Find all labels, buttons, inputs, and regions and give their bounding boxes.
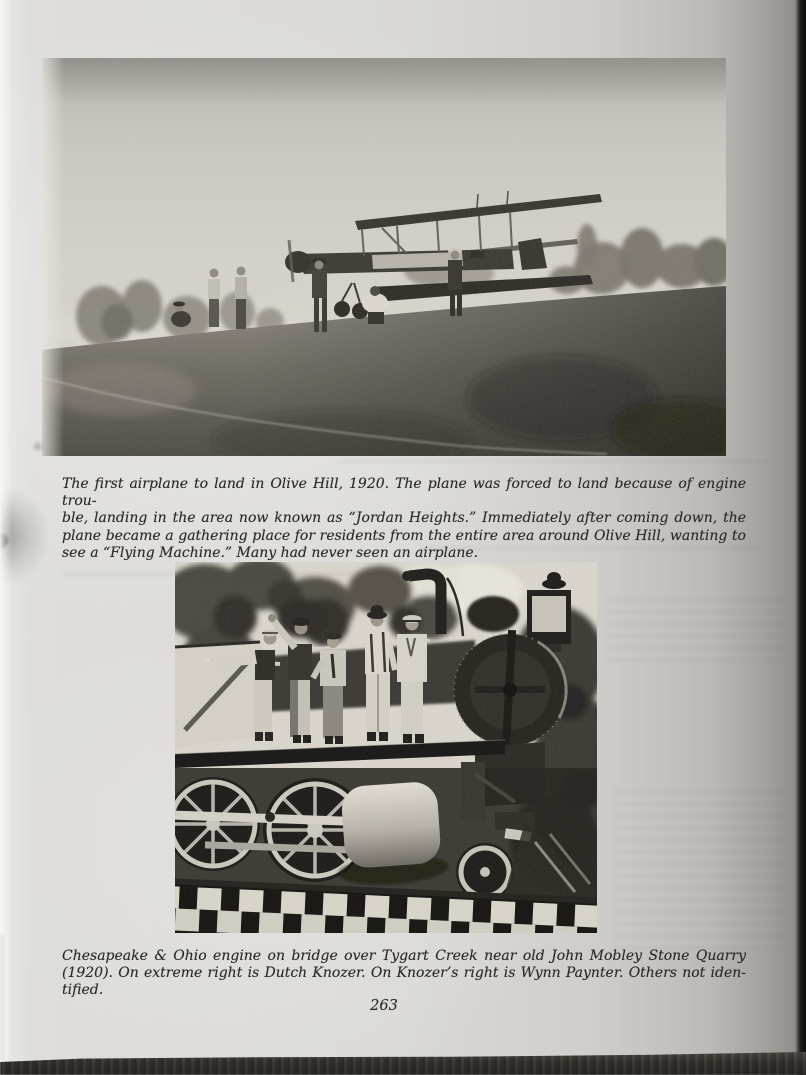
locomotive-photo: [175, 562, 597, 933]
show-through-smudge: [605, 598, 785, 662]
show-through-smudge: [420, 546, 760, 556]
table-surface-edge: [0, 1051, 806, 1075]
show-through-smudge: [62, 572, 422, 582]
show-through-smudge: [340, 459, 770, 470]
caption-line: plane became a gathering place for residents from the entire area around Olive Hill, wanting to: [62, 527, 746, 544]
caption-line: Chesapeake & Ohio engine on bridge over Tygart Creek near old John Mobley Stone Quarry: [62, 948, 746, 964]
show-through-smudge: [612, 790, 787, 955]
page-edge-highlight: [0, 0, 12, 1075]
scan-edge-right: [795, 0, 806, 1075]
locomotive-caption: [62, 948, 746, 1000]
caption-line: (1920). On extreme right is Dutch Knozer. On Knozer’s right is Wynn Paynter. Others not iden-: [62, 965, 746, 982]
caption-line: ble, landing in the area now known as “Jordan Heights.” Immediately after coming down, the: [62, 510, 746, 527]
caption-line: The first airplane to land in Olive Hill, 1920. The plane was forced to land because of engine trou-: [62, 476, 746, 510]
paper-speck: [32, 440, 44, 453]
caption-line: see a “Flying Machine.” Many had never seen an airplane.: [62, 544, 479, 561]
page-number: 263: [370, 998, 398, 1014]
caption-line: tified.: [62, 982, 104, 999]
airplane-photo: [42, 58, 726, 456]
